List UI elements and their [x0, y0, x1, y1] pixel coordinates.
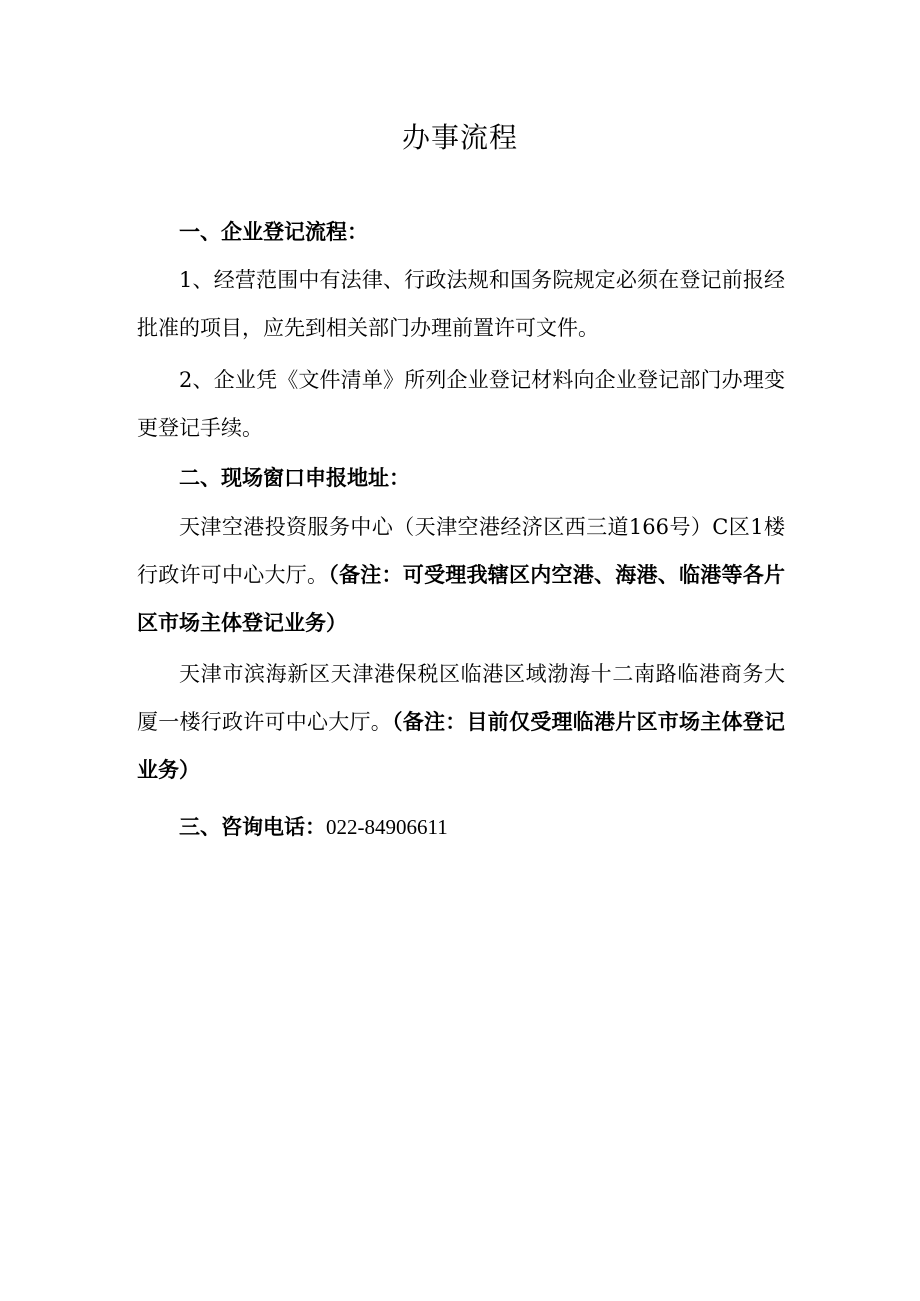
- address-1-paragraph: [137, 503, 785, 647]
- step-1-paragraph: [137, 256, 785, 352]
- phone-label: 三、咨询电话：: [179, 814, 326, 839]
- address-2-paragraph: [137, 650, 785, 794]
- paragraph: 1、经营范围中有法律、行政法规和国务院规定必须在登记前报经批准的项目，应先到相关部门办理前置许可文件。: [137, 268, 785, 340]
- address-note: （备注：可受理我辖区内空港、海港、临港等各片区市场主体登记业务）: [137, 562, 785, 635]
- step-2-paragraph: [137, 356, 785, 452]
- section-registration-process: [137, 208, 785, 256]
- address-note: （备注：目前仅受理临港片区市场主体登记业务）: [137, 709, 785, 782]
- paragraph: 2、企业凭《文件清单》所列企业登记材料向企业登记部门办理变更登记手续。: [137, 368, 785, 440]
- phone-number: 022-84906611: [326, 815, 448, 839]
- address-text: 天津空港投资服务中心（天津空港经济区西三道166号）C区1楼行政许可中心大厅。: [137, 515, 785, 587]
- address-text: 天津市滨海新区天津港保税区临港区域渤海十二南路临港商务大厦一楼行政许可中心大厅。: [137, 662, 785, 734]
- section-heading: 二、现场窗口申报地址：: [179, 465, 410, 490]
- section-heading: [137, 803, 785, 851]
- section-phone: [137, 803, 785, 851]
- page-title: 办事流程: [401, 121, 518, 154]
- section-window-address: [137, 454, 785, 502]
- section-heading: 一、企业登记流程：: [179, 219, 368, 244]
- paragraph: [137, 650, 785, 794]
- paragraph: [137, 503, 785, 647]
